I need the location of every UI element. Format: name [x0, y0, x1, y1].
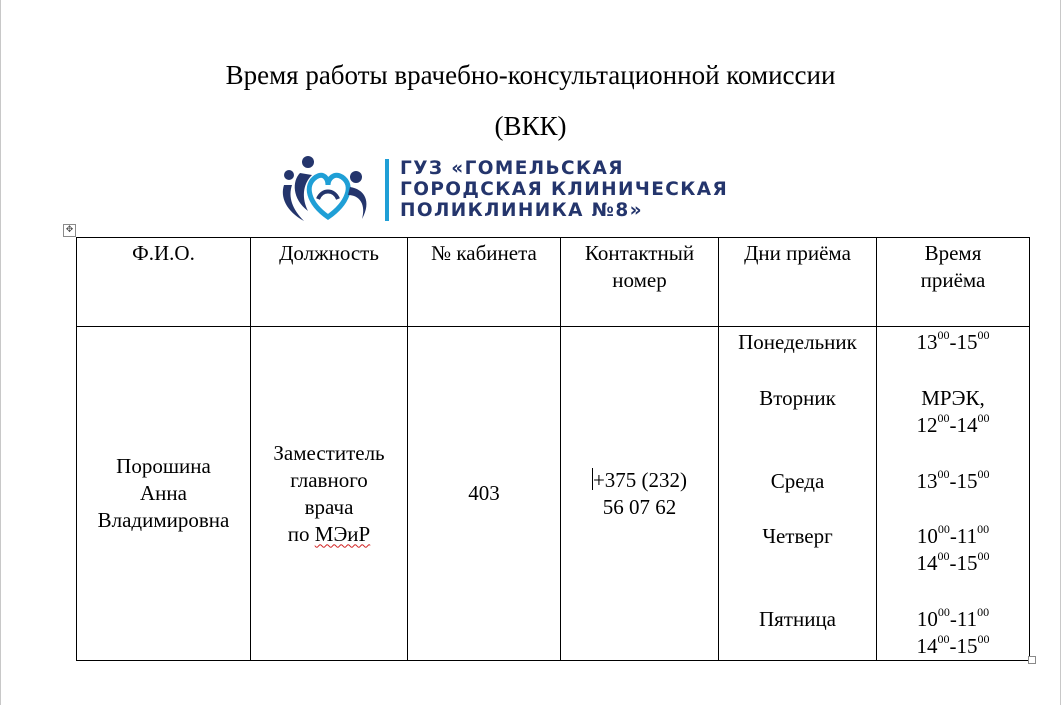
table-row	[77, 327, 1030, 661]
dash: -	[949, 413, 957, 437]
spacer	[719, 412, 876, 468]
hour: 10	[916, 607, 938, 631]
hour: 12	[916, 413, 938, 437]
time-wednesday	[877, 468, 1029, 495]
cell-position[interactable]	[251, 327, 408, 661]
position-part: Заместитель	[273, 440, 385, 465]
document-title: Время работы врачебно-консультационной комиссии	[225, 60, 836, 90]
heart-people-logo-icon	[278, 155, 378, 225]
header-days[interactable]	[719, 238, 877, 327]
position-prefix: по	[287, 521, 315, 546]
hour: 11	[956, 607, 978, 631]
minutes: 00	[937, 549, 950, 563]
hour: 14	[916, 551, 938, 575]
position-part: главного	[290, 467, 368, 492]
minutes: 00	[977, 467, 990, 481]
hour: 14	[956, 413, 978, 437]
time-tuesday	[877, 412, 1029, 439]
minutes: 00	[977, 549, 990, 563]
hour: 15	[956, 330, 978, 354]
spacer	[877, 577, 1029, 606]
page-left-edge	[0, 0, 1, 705]
header-phone-label: номер	[612, 268, 667, 292]
name-part: Владимировна	[97, 508, 230, 532]
minutes: 00	[937, 632, 950, 646]
minutes: 00	[977, 411, 990, 425]
header-time[interactable]	[877, 238, 1030, 327]
hour: 15	[956, 551, 978, 575]
time-monday	[877, 329, 1029, 356]
name-part: Анна	[140, 481, 187, 505]
spacer	[877, 439, 1029, 468]
spacer	[719, 495, 876, 523]
spacer	[719, 550, 876, 606]
room-number: 403	[468, 481, 500, 505]
time-tuesday-label: МРЭК,	[921, 386, 985, 410]
hour: 14	[916, 634, 938, 658]
dash: -	[949, 330, 957, 354]
minutes: 00	[937, 411, 950, 425]
minutes: 00	[937, 328, 950, 342]
minutes: 00	[977, 605, 990, 619]
table-header-row	[77, 238, 1030, 327]
hour: 10	[916, 524, 938, 548]
logo-divider	[385, 159, 389, 221]
header-time-label: приёма	[920, 268, 986, 292]
phone-code: +375 (232)	[592, 467, 688, 492]
logo-text-line: ПОЛИКЛИНИКА №8»	[400, 200, 643, 221]
day-friday: Пятница	[758, 607, 837, 631]
cell-room[interactable]	[408, 327, 561, 661]
time-thursday-2	[877, 550, 1029, 577]
day-tuesday: Вторник	[759, 386, 836, 410]
dash: -	[949, 469, 957, 493]
day-thursday: Четверг	[762, 524, 833, 548]
table-move-handle-icon[interactable]: ✥	[63, 224, 76, 237]
cell-days[interactable]	[719, 327, 877, 661]
table-resize-handle[interactable]	[1028, 656, 1036, 664]
dash: -	[949, 634, 957, 658]
time-friday-1	[877, 606, 1029, 633]
header-days-label: Дни приёма	[744, 241, 851, 265]
document-title-abbreviation: (ВКК)	[494, 111, 567, 141]
minutes: 00	[937, 467, 950, 481]
spellcheck-word[interactable]: МЭиР	[314, 521, 371, 546]
time-friday-2	[877, 633, 1029, 660]
minutes: 00	[937, 605, 950, 619]
logo-text	[400, 158, 728, 221]
name-part: Порошина	[116, 454, 211, 478]
cell-times[interactable]	[877, 327, 1030, 661]
hour: 15	[956, 634, 978, 658]
header-name-label: Ф.И.О.	[132, 241, 195, 265]
spacer	[719, 356, 876, 385]
spacer	[877, 495, 1029, 523]
minutes: 00	[937, 522, 950, 536]
phone-part	[561, 467, 718, 494]
header-name[interactable]	[77, 238, 251, 327]
header-room[interactable]	[408, 238, 561, 327]
header-position-label: Должность	[279, 241, 379, 265]
dash: -	[949, 524, 957, 548]
day-monday: Понедельник	[738, 330, 857, 354]
logo-text-line: ГОРОДСКАЯ КЛИНИЧЕСКАЯ	[400, 179, 729, 200]
hour: 13	[916, 330, 938, 354]
phone-part: 56 07 62	[602, 494, 677, 519]
spacer	[877, 356, 1029, 385]
hour: 13	[916, 469, 938, 493]
header-position[interactable]	[251, 238, 408, 327]
position-part	[251, 521, 407, 548]
clinic-logo	[278, 155, 778, 227]
dash: -	[949, 607, 957, 631]
cell-name[interactable]	[77, 327, 251, 661]
header-phone[interactable]	[561, 238, 719, 327]
minutes: 00	[977, 522, 990, 536]
hour: 15	[956, 469, 978, 493]
hour: 11	[956, 524, 978, 548]
position-part: врача	[304, 494, 354, 519]
dash: -	[949, 551, 957, 575]
day-wednesday: Среда	[770, 469, 825, 493]
time-thursday-1	[877, 523, 1029, 550]
logo-text-line: ГУЗ «ГОМЕЛЬСКАЯ	[400, 158, 624, 179]
minutes: 00	[977, 632, 990, 646]
header-room-label: № кабинета	[431, 241, 537, 265]
minutes: 00	[977, 328, 990, 342]
header-phone-label: Контактный	[584, 241, 695, 265]
schedule-table	[76, 237, 1030, 661]
header-time-label: Время	[924, 241, 982, 265]
cell-phone[interactable]	[561, 327, 719, 661]
